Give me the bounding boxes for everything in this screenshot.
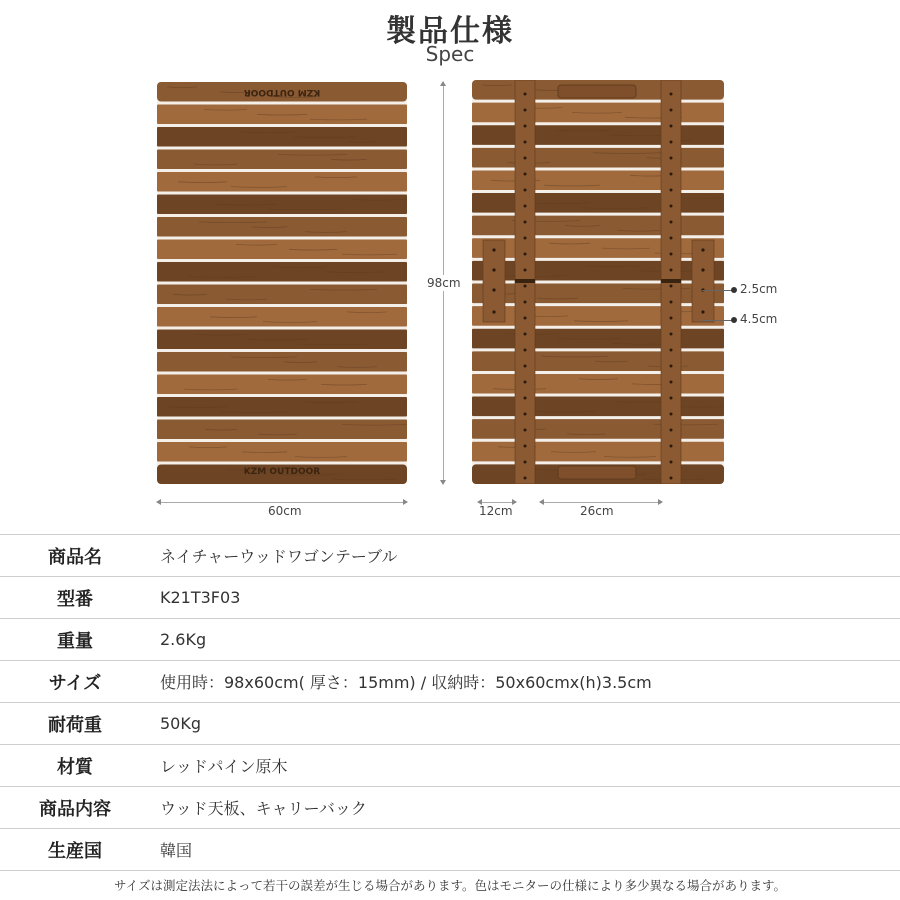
table-row <box>0 703 900 745</box>
rail-hole <box>524 285 527 288</box>
rail-hole <box>670 189 673 192</box>
rail-hole <box>524 125 527 128</box>
table-row <box>0 787 900 829</box>
rail-hole <box>670 93 673 96</box>
table-row <box>0 577 900 619</box>
wood-slat <box>472 397 724 417</box>
brand-logo-top: KZM OUTDOOR <box>243 87 321 97</box>
wood-slat <box>157 397 407 417</box>
rail-hole <box>670 365 673 368</box>
wood-slat <box>472 193 724 213</box>
wood-slat <box>472 374 724 394</box>
rail-hole <box>524 477 527 480</box>
rail-hole <box>670 221 673 224</box>
spec-value: レッドパイン原木 <box>150 745 900 787</box>
rail-hole <box>670 157 673 160</box>
spec-label: 材質 <box>0 745 150 787</box>
rail-hole <box>524 109 527 112</box>
rail-hole <box>524 397 527 400</box>
rail-hole <box>670 141 673 144</box>
wood-slat <box>472 284 724 304</box>
spec-label: サイズ <box>0 661 150 703</box>
leg-dimension-leader <box>702 320 734 321</box>
gap-dimension-dot <box>731 287 737 293</box>
wood-slat <box>157 150 407 170</box>
rail-hole <box>670 237 673 240</box>
spec-label: 商品内容 <box>0 787 150 829</box>
rail-hole <box>524 157 527 160</box>
table-row <box>0 745 900 787</box>
rail-hole <box>524 269 527 272</box>
spec-label: 型番 <box>0 577 150 619</box>
wood-slat <box>472 261 724 281</box>
rail-hole <box>670 397 673 400</box>
page-title: 製品仕様 <box>386 14 514 49</box>
brand-logo-bottom: KZM OUTDOOR <box>243 467 321 477</box>
spec-value: K21T3F03 <box>150 577 900 619</box>
wood-slat <box>472 125 724 145</box>
rail-hole <box>670 269 673 272</box>
table-row <box>0 535 900 577</box>
rail-hole <box>524 237 527 240</box>
table-row <box>0 661 900 703</box>
wood-slat <box>157 127 407 147</box>
inner-dimension-label: 26cm <box>580 504 614 518</box>
rail-hole <box>670 381 673 384</box>
page-subtitle: Spec <box>425 42 475 66</box>
spec-label: 生産国 <box>0 829 150 871</box>
leg-dimension-label: 4.5cm <box>740 312 778 326</box>
spec-value: 使用時：98x60cm( 厚さ：15mm) / 収納時：50x60cmx(h)3.5cm <box>150 661 900 703</box>
rail-hole <box>670 173 673 176</box>
wood-slat <box>472 419 724 439</box>
rail-hole <box>670 205 673 208</box>
wood-slat <box>157 352 407 372</box>
side-dimension-line <box>478 502 516 503</box>
wood-slat <box>157 172 407 192</box>
inner-dimension-line <box>540 502 662 503</box>
rail-hole <box>670 109 673 112</box>
rail-hole <box>670 413 673 416</box>
rail-hole <box>670 349 673 352</box>
rail-hole <box>524 141 527 144</box>
gap-dimension-label: 2.5cm <box>740 282 778 296</box>
rail-hole <box>670 285 673 288</box>
wood-slat <box>157 240 407 260</box>
rail-hole <box>524 173 527 176</box>
wood-slat <box>472 238 724 258</box>
leg-dimension-dot <box>731 317 737 323</box>
rail-hole <box>524 221 527 224</box>
rail-hole <box>524 413 527 416</box>
wood-slat <box>472 329 724 349</box>
rail-hole <box>670 253 673 256</box>
wood-slat <box>157 420 407 440</box>
wood-slat <box>157 195 407 215</box>
spec-value: ウッド天板、キャリーバック <box>150 787 900 829</box>
width-dimension-label: 60cm <box>268 504 302 518</box>
rail-hole <box>524 93 527 96</box>
rail-hole <box>670 477 673 480</box>
rail-hole <box>524 381 527 384</box>
table-bottom-view <box>472 80 724 484</box>
rail-hole <box>524 205 527 208</box>
table-row <box>0 829 900 871</box>
spec-label: 商品名 <box>0 535 150 577</box>
rail-hole <box>670 317 673 320</box>
rail-hole <box>524 253 527 256</box>
spec-table <box>0 534 900 871</box>
rail-hole <box>670 461 673 464</box>
wood-slat <box>472 306 724 326</box>
wood-slat <box>157 375 407 395</box>
spec-label: 耐荷重 <box>0 703 150 745</box>
rail-hole <box>670 445 673 448</box>
wood-slat <box>157 105 407 125</box>
wood-slat <box>157 330 407 350</box>
spec-value: 韓国 <box>150 829 900 871</box>
side-dimension-label: 12cm <box>479 504 513 518</box>
rail-hole <box>524 189 527 192</box>
wood-slat <box>472 170 724 190</box>
wood-slat <box>472 148 724 168</box>
spec-value: 2.6Kg <box>150 619 900 661</box>
rail-hole <box>524 333 527 336</box>
width-dimension-line <box>157 502 407 503</box>
spec-value: ネイチャーウッドワゴンテーブル <box>150 535 900 577</box>
rail-hole <box>670 301 673 304</box>
gap-dimension-leader <box>702 290 734 291</box>
rail-hole <box>524 429 527 432</box>
rail-hole <box>524 445 527 448</box>
height-dimension-label: 98cm <box>427 276 461 290</box>
rail-hole <box>670 429 673 432</box>
spec-value: 50Kg <box>150 703 900 745</box>
table-row <box>0 619 900 661</box>
rail-hole <box>524 317 527 320</box>
rail-hole <box>524 461 527 464</box>
rail-hole <box>524 301 527 304</box>
wood-slat <box>157 217 407 237</box>
table-top-view <box>157 82 407 484</box>
wood-slat <box>157 262 407 282</box>
footer-note: サイズは測定法法によって若干の誤差が生じる場合があります。色はモニターの仕様により多少異なる場合があります。 <box>113 878 786 893</box>
wood-slat <box>472 442 724 462</box>
wood-slat <box>472 103 724 123</box>
wood-slat <box>157 307 407 327</box>
wood-slat <box>157 285 407 305</box>
spec-label: 重量 <box>0 619 150 661</box>
rail-hole <box>670 125 673 128</box>
rail-hole <box>524 365 527 368</box>
rail-hole <box>524 349 527 352</box>
rail-hole <box>670 333 673 336</box>
